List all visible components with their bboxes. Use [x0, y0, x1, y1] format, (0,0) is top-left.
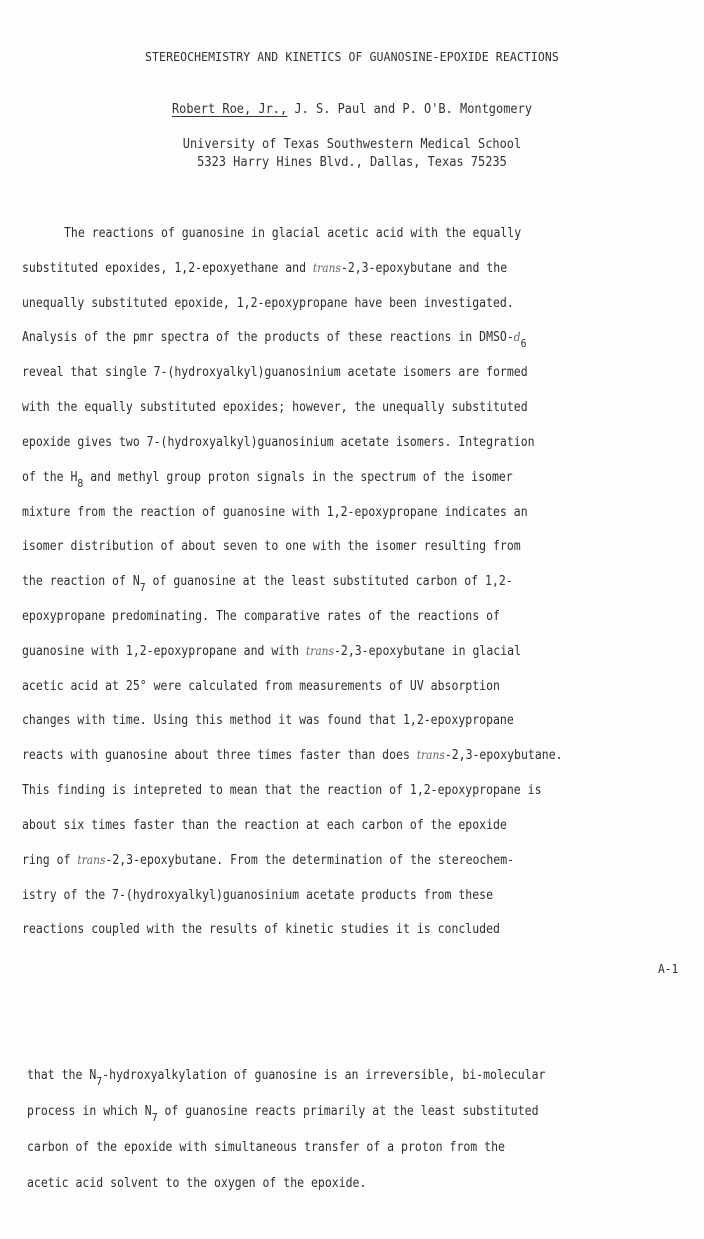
text-line [27, 1068, 546, 1088]
text-line [27, 1140, 505, 1155]
text-line [22, 330, 527, 350]
text-line [22, 644, 521, 659]
affiliation-address: 5323 Harry Hines Blvd., Dallas, Texas 75235 [197, 155, 507, 170]
text-segment: -2,3-epoxybutane in glacial [333, 644, 522, 659]
text-line [22, 609, 500, 624]
text-segment: of guanosine at the least substituted carbon of 1,2- [145, 574, 513, 589]
text-line [22, 435, 535, 450]
paper-title: STEREOCHEMISTRY AND KINETICS OF GUANOSINE-EPOXIDE REACTIONS [145, 49, 559, 64]
italic-text: trans [306, 644, 334, 658]
text-segment: reactions coupled with the results of kinetic studies it is concluded [22, 922, 500, 937]
text-line [22, 748, 563, 763]
text-segment: changes with time. Using this method it was found that 1,2-epoxypropane [22, 713, 514, 728]
text-line [27, 1176, 366, 1191]
italic-text: trans [416, 748, 445, 762]
text-segment: unequally substituted epoxide, 1,2-epoxypropane have been investigated. [22, 296, 514, 311]
text-segment: ring of [22, 853, 78, 868]
text-segment: istry of the 7-(hydroxyalkyl)guanosinium acetate products from these [22, 888, 494, 903]
text-segment: guanosine with 1,2-epoxypropane and with [22, 644, 307, 659]
author-rest: J. S. Paul and P. O'B. Montgomery [287, 102, 533, 117]
italic-text: d [513, 330, 521, 344]
text-segment: This finding is intepreted to mean that the reaction of 1,2-epoxypropane is [22, 783, 542, 798]
affiliation-institution: University of Texas Southwestern Medical School [182, 137, 522, 152]
text-line [27, 1104, 539, 1124]
text-segment: about six times faster than the reaction at each carbon of the epoxide [22, 818, 507, 833]
text-segment: -2,3-epoxybutane. From the determination of the stereochem- [105, 853, 515, 868]
text-segment: Analysis of the pmr spectra of the products of these reactions in DMSO- [22, 330, 514, 345]
text-line [64, 226, 521, 241]
text-segment: -hydroxyalkylation of guanosine is an irreversible, bi-molecular [102, 1068, 546, 1083]
text-segment: isomer distribution of about seven to one with the isomer resulting from [22, 539, 521, 554]
page-number: A-1 [658, 961, 679, 976]
text-segment: the reaction of N [22, 574, 140, 589]
text-segment: with the equally substituted epoxides; however, the unequally substituted [22, 400, 528, 415]
text-segment: that the N [27, 1068, 97, 1083]
text-segment: process in which N [27, 1104, 152, 1119]
italic-text: trans [312, 261, 341, 275]
text-segment: epoxypropane predominating. The comparative rates of the reactions of [22, 609, 500, 624]
text-line [22, 853, 514, 868]
text-line [22, 365, 528, 380]
text-line [22, 296, 514, 311]
text-segment: reacts with guanosine about three times faster than does [22, 748, 417, 763]
text-line [22, 679, 500, 694]
subscript: 7 [139, 581, 146, 594]
text-segment: -2,3-epoxybutane and the [340, 261, 508, 276]
text-segment: carbon of the epoxide with simultaneous transfer of a proton from the [27, 1140, 505, 1155]
text-segment: mixture from the reaction of guanosine with 1,2-epoxypropane indicates an [22, 505, 528, 520]
italic-text: trans [77, 853, 106, 867]
text-line [22, 505, 528, 520]
text-segment: acetic acid at 25° were calculated from measurements of UV absorption [22, 679, 500, 694]
subscript: 8 [77, 477, 84, 490]
text-segment: substituted epoxides, 1,2-epoxyethane and [22, 261, 313, 276]
subscript: 7 [151, 1111, 158, 1124]
text-line [22, 400, 528, 415]
subscript: 7 [96, 1075, 103, 1088]
text-segment: and methyl group proton signals in the spectrum of the isomer [83, 470, 513, 485]
text-segment: of guanosine reacts primarily at the least substituted [157, 1104, 539, 1119]
text-line [22, 539, 521, 554]
text-segment: epoxide gives two 7-(hydroxyalkyl)guanosinium acetate isomers. Integration [22, 435, 535, 450]
text-segment: reveal that single 7-(hydroxyalkyl)guanosinium acetate isomers are formed [22, 365, 528, 380]
text-segment: The reactions of guanosine in glacial acetic acid with the equally [64, 226, 522, 241]
text-line [22, 713, 514, 728]
text-line [22, 574, 513, 594]
text-line [22, 783, 541, 798]
author-line [28, 102, 676, 117]
text-line [22, 261, 507, 276]
text-segment: acetic acid solvent to the oxygen of the epoxide. [27, 1176, 367, 1191]
author-underlined: Robert Roe, Jr., [171, 102, 288, 117]
text-line [22, 470, 513, 490]
subscript: 6 [520, 337, 527, 350]
text-line [22, 888, 493, 903]
text-segment: -2,3-epoxybutane. [444, 748, 563, 763]
text-line [22, 818, 507, 833]
text-segment: of the H [22, 470, 78, 485]
text-line [22, 922, 500, 937]
